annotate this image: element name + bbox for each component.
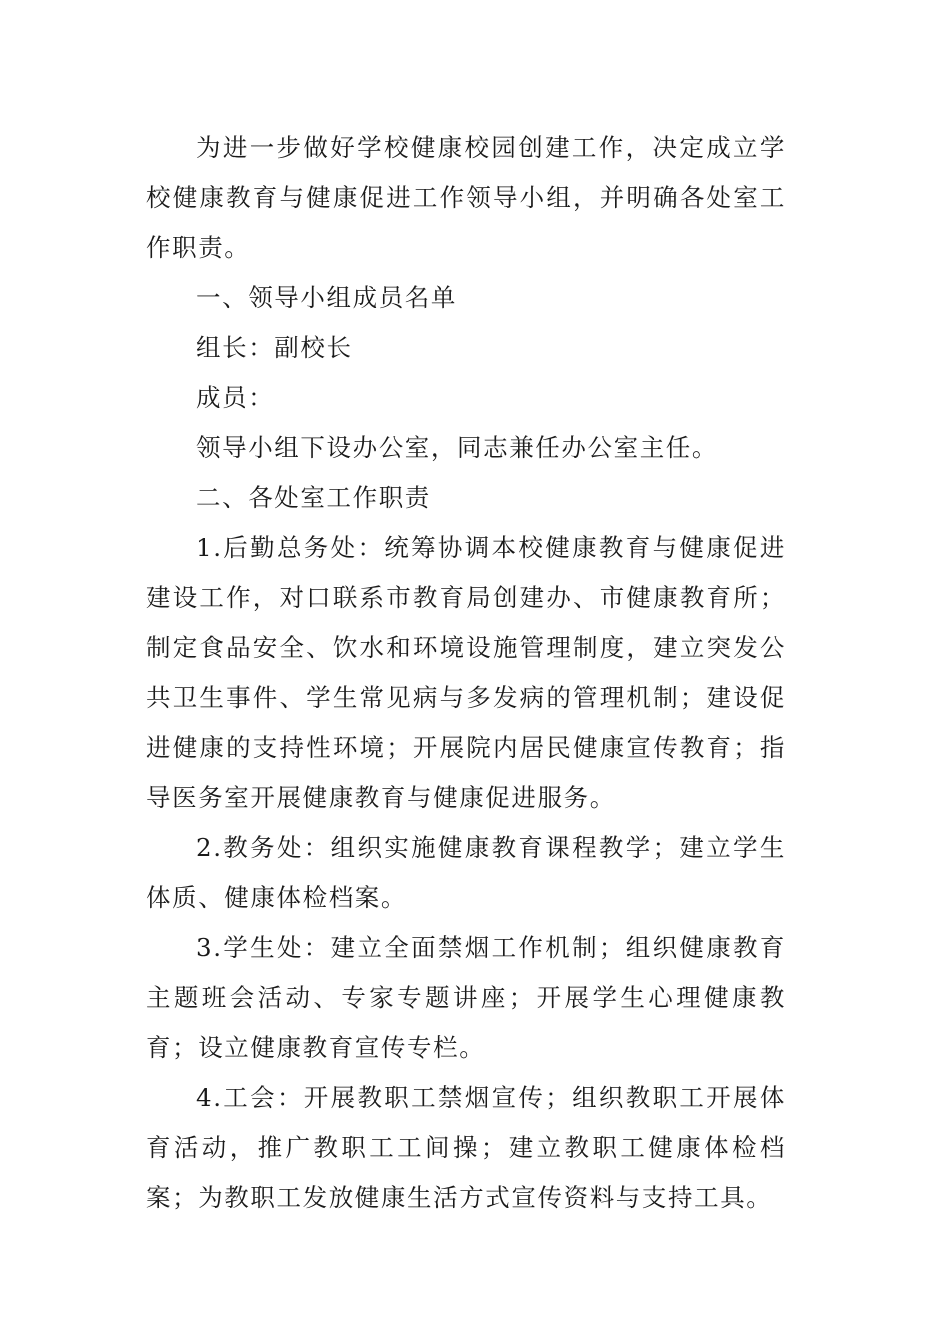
leader-line: 组长：副校长 xyxy=(196,333,353,362)
duty-union-paragraph: 4.工会：开展教职工禁烟宣传；组织教职工开展体育活动，推广教职工工间操；建立教职工健康体检档案；为教职工发放健康生活方式宣传资料与支持工具。 xyxy=(146,1083,786,1212)
intro-paragraph: 为进一步做好学校健康校园创建工作，决定成立学校健康教育与健康促进工作领导小组，并明确各处室工作职责。 xyxy=(146,133,786,262)
duty-student-paragraph: 3.学生处：建立全面禁烟工作机制；组织健康教育主题班会活动、专家专题讲座；开展学生心理健康教育；设立健康教育宣传专栏。 xyxy=(146,933,786,1062)
duty-academic-paragraph: 2.教务处：组织实施健康教育课程教学；建立学生体质、健康体检档案。 xyxy=(146,833,786,912)
section-heading-duties: 二、各处室工作职责 xyxy=(196,483,431,512)
section-heading-members: 一、领导小组成员名单 xyxy=(196,283,457,312)
office-line: 领导小组下设办公室，同志兼任办公室主任。 xyxy=(196,433,718,462)
duty-logistics-paragraph: 1.后勤总务处：统筹协调本校健康教育与健康促进建设工作，对口联系市教育局创建办、市健康教育所；制定食品安全、饮水和环境设施管理制度，建立突发公共卫生事件、学生常见病与多发病的管理机制；建设促进健康的支持性环境；开展院内居民健康宣传教育；指导医务室开展健康教育与健康促进服务。 xyxy=(146,533,786,812)
document-body xyxy=(146,123,786,1223)
members-line: 成员： xyxy=(196,383,275,412)
